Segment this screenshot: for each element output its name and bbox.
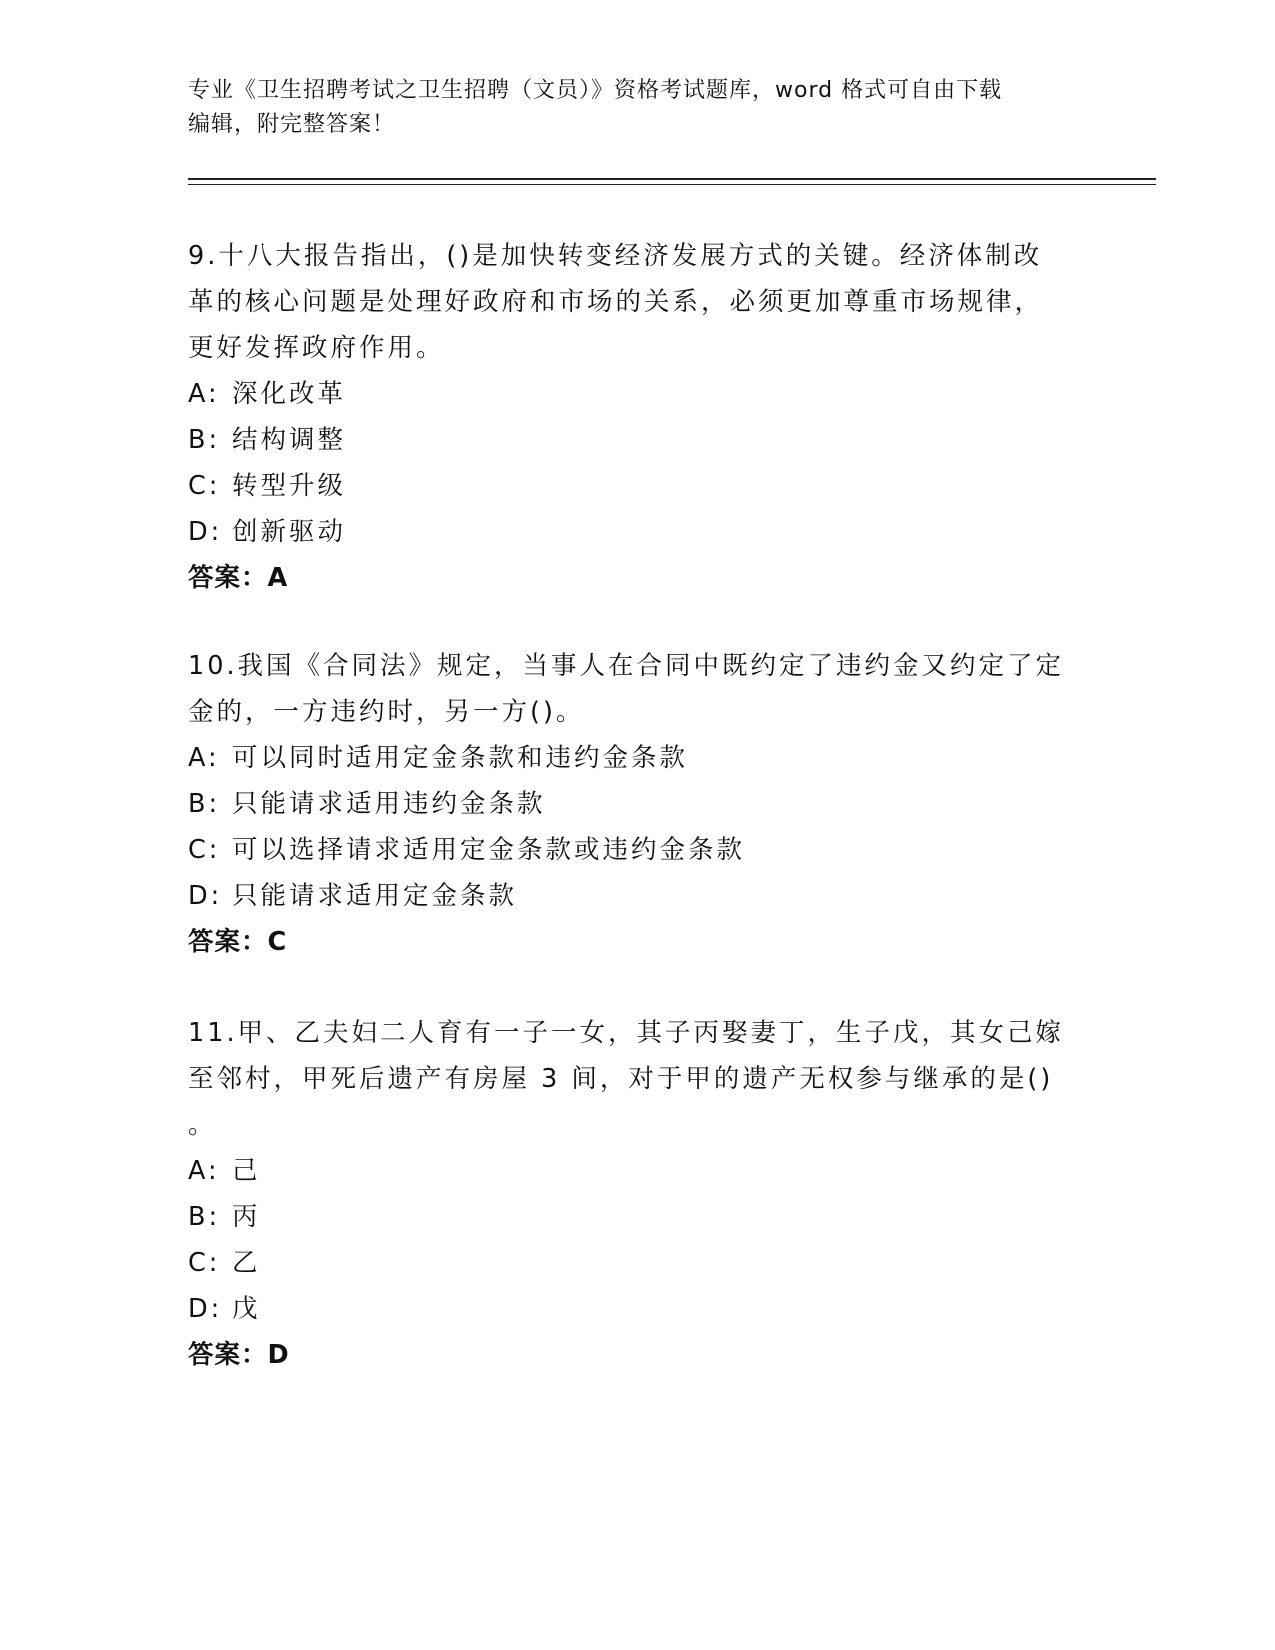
option-b [188,1194,1088,1240]
answer-line: 答案：C [188,927,288,957]
stem-line: 至邻村，甲死后遗产有房屋 3 间，对于甲的遗产无权参与继承的是() [188,1064,1054,1094]
option-c [188,827,1088,873]
stem-line: 金的，一方违约时，另一方()。 [188,697,585,727]
option-text: 只能请求适用定金条款 [232,881,518,911]
option-a [188,371,1088,417]
option-d [188,873,1088,919]
option-key: C: [188,835,221,865]
option-b [188,781,1088,827]
question-stem [188,643,1088,735]
stem-line: 。 [188,1110,217,1140]
option-key: D: [188,1294,223,1324]
option-text: 丙 [232,1202,261,1232]
option-key: A: [188,379,220,409]
header-line-2: 编辑，附完整答案！ [188,112,396,137]
option-text: 可以选择请求适用定金条款或违约金条款 [232,835,746,865]
option-key: A: [188,743,220,773]
stem-line: 革的核心问题是处理好政府和市场的关系，必须更加尊重市场规律， [188,287,1044,317]
question-stem [188,233,1088,371]
question-10 [188,643,1088,965]
stem-line: 11.甲、乙夫妇二人育有一子一女，其子丙娶妻丁，生子戊，其女己嫁 [188,1018,1065,1048]
option-key: A: [188,1156,220,1186]
document-header [188,74,1088,142]
option-b [188,417,1088,463]
option-text: 戊 [232,1294,261,1324]
option-key: C: [188,1248,221,1278]
stem-line: 10.我国《合同法》规定，当事人在合同中既约定了违约金又约定了定 [188,651,1065,681]
option-d [188,509,1088,555]
option-key: B: [188,1202,221,1232]
stem-line: 更好发挥政府作用。 [188,333,445,363]
option-text: 己 [232,1156,261,1186]
answer-line: 答案：D [188,1340,290,1370]
option-list [188,735,1088,919]
header-divider [188,178,1156,180]
option-key: D: [188,517,223,547]
option-list [188,371,1088,555]
option-key: B: [188,425,221,455]
option-key: C: [188,471,221,501]
option-a [188,735,1088,781]
option-a [188,1148,1088,1194]
question-9 [188,233,1088,601]
option-c [188,1240,1088,1286]
question-11 [188,1010,1088,1378]
option-key: B: [188,789,221,819]
option-key: D: [188,881,223,911]
option-text: 深化改革 [232,379,347,409]
option-text: 创新驱动 [232,517,347,547]
option-text: 转型升级 [232,471,347,501]
option-text: 只能请求适用违约金条款 [232,789,546,819]
option-text: 可以同时适用定金条款和违约金条款 [232,743,689,773]
header-line-1: 专业《卫生招聘考试之卫生招聘（文员）》资格考试题库，word 格式可自由下载 [188,78,1003,103]
header-divider-secondary [188,184,1156,185]
answer-line: 答案：A [188,563,289,593]
option-text: 结构调整 [232,425,347,455]
option-d [188,1286,1088,1332]
stem-line: 9.十八大报告指出，()是加快转变经济发展方式的关键。经济体制改 [188,241,1043,271]
option-c [188,463,1088,509]
question-stem [188,1010,1088,1148]
option-list [188,1148,1088,1332]
option-text: 乙 [232,1248,261,1278]
